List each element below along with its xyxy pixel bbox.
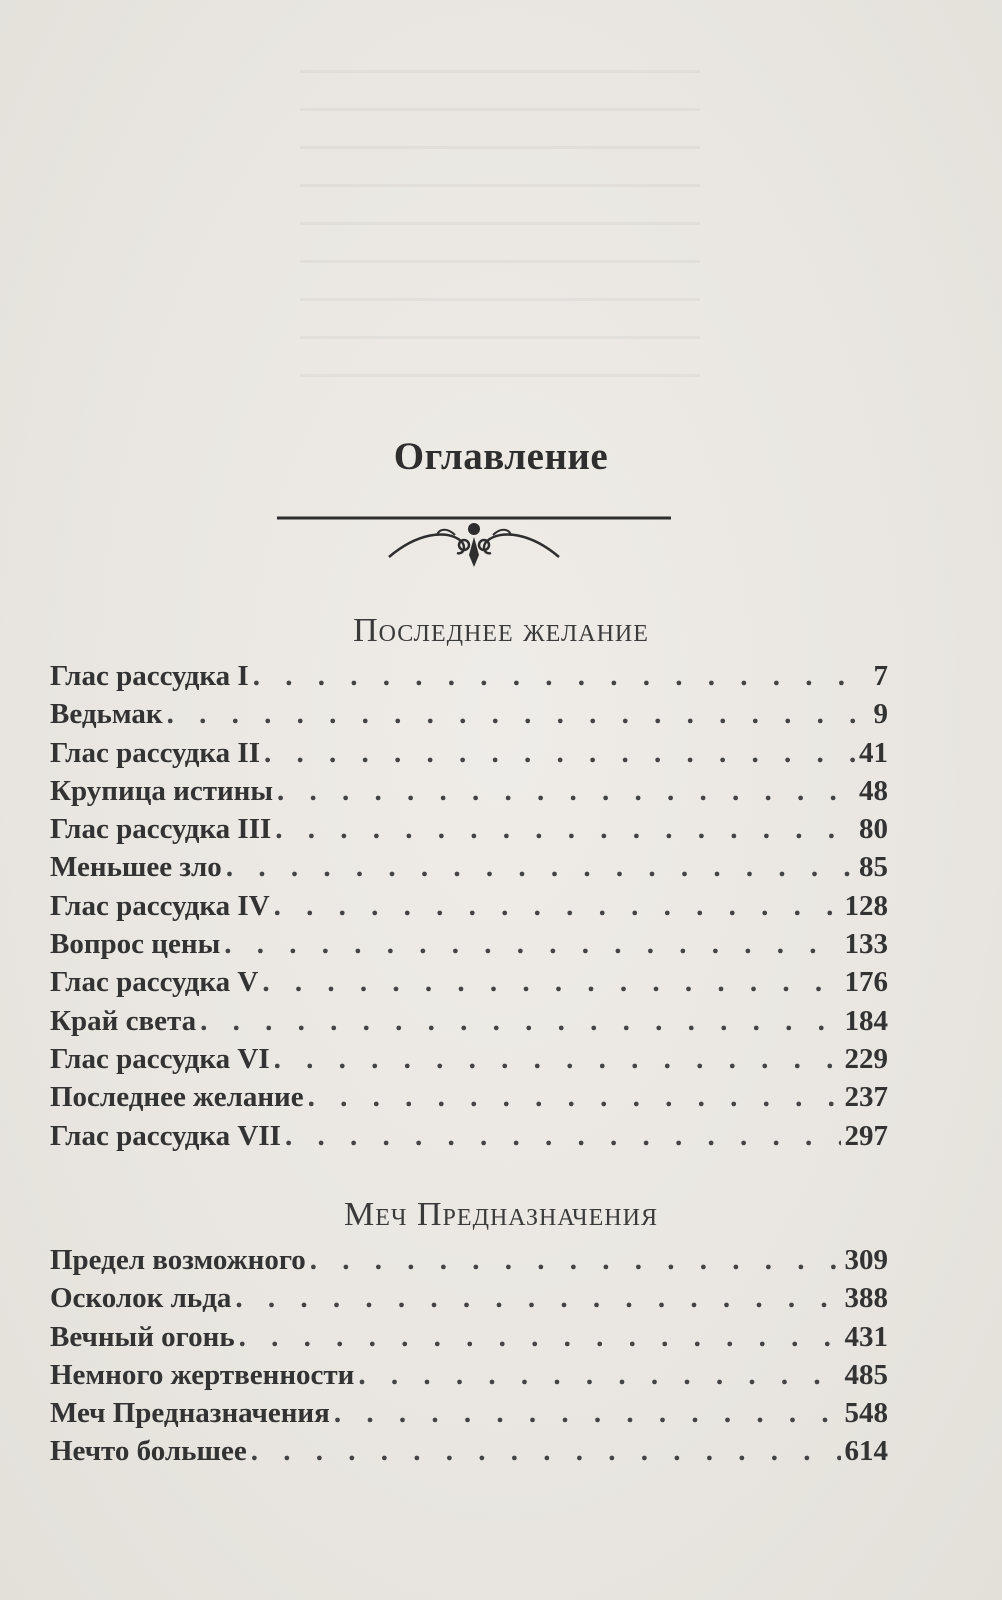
toc-entry-page: 128 <box>844 889 888 922</box>
section-heading: Последнее желание <box>353 612 649 649</box>
decorative-divider-icon <box>277 515 671 583</box>
toc-entry-page: 48 <box>859 774 888 807</box>
toc-entry-page: 41 <box>859 736 888 769</box>
toc-entry[interactable] <box>50 851 888 889</box>
toc-entry[interactable] <box>50 1120 888 1158</box>
leader-dots <box>253 660 870 693</box>
toc-entry-label: Крупица истины <box>50 774 274 807</box>
toc-entry-page: 297 <box>844 1119 888 1152</box>
toc-entry-label: Глас рассудка V <box>50 966 259 999</box>
toc-entry[interactable] <box>50 1081 888 1119</box>
toc-entry-page: 176 <box>844 966 888 999</box>
toc-entry-label: Меньшее зло <box>50 851 222 884</box>
toc-entry[interactable] <box>50 1282 888 1320</box>
toc-entry-page: 309 <box>844 1244 888 1276</box>
toc-entry-label: Ведьмак <box>50 698 163 731</box>
leader-dots <box>277 775 855 808</box>
toc-entry-label: Предел возможного <box>50 1244 306 1276</box>
toc-entry-label: Глас рассудка III <box>50 813 272 846</box>
leader-dots <box>334 1397 841 1430</box>
toc-entry-label: Глас рассудка I <box>50 660 249 692</box>
toc-entry[interactable] <box>50 1359 888 1397</box>
leader-dots <box>275 813 855 846</box>
toc-entry[interactable] <box>50 966 888 1004</box>
toc-list <box>50 1244 888 1474</box>
toc-entry-label: Вечный огонь <box>50 1320 235 1353</box>
toc-list <box>50 660 888 1158</box>
leader-dots <box>274 1043 841 1076</box>
leader-dots <box>224 928 840 961</box>
leader-dots <box>308 1081 841 1114</box>
toc-entry-label: Край света <box>50 1004 197 1037</box>
leader-dots <box>264 737 855 770</box>
toc-entry-label: Глас рассудка II <box>50 736 260 769</box>
toc-entry-label: Глас рассудка VII <box>50 1119 281 1152</box>
toc-entry-page: 614 <box>844 1435 888 1468</box>
toc-entry[interactable] <box>50 1321 888 1359</box>
toc-entry-label: Осколок льда <box>50 1282 232 1315</box>
toc-entry-page: 485 <box>844 1358 888 1391</box>
toc-entry[interactable] <box>50 1397 888 1435</box>
toc-entry[interactable] <box>50 660 888 698</box>
toc-entry-page: 237 <box>844 1081 888 1114</box>
leader-dots <box>251 1435 841 1468</box>
toc-entry-page: 80 <box>859 813 888 846</box>
toc-entry-page: 548 <box>844 1397 888 1430</box>
toc-entry[interactable] <box>50 698 888 736</box>
toc-entry-page: 388 <box>844 1282 888 1315</box>
toc-entry[interactable] <box>50 1244 888 1282</box>
toc-entry[interactable] <box>50 890 888 928</box>
toc-entry[interactable] <box>50 775 888 813</box>
toc-entry-page: 431 <box>844 1320 888 1353</box>
page-title: Оглавление <box>393 435 609 478</box>
leader-dots <box>358 1359 840 1392</box>
toc-entry-page: 229 <box>844 1042 888 1075</box>
toc-entry-label: Глас рассудка IV <box>50 889 270 922</box>
toc-entry-label: Последнее желание <box>50 1081 304 1114</box>
leader-dots <box>200 1005 840 1038</box>
bleed-through-texture <box>300 70 700 410</box>
leader-dots <box>167 698 870 731</box>
leader-dots <box>239 1321 841 1354</box>
toc-entry-label: Глас рассудка VI <box>50 1042 270 1075</box>
leader-dots <box>235 1282 840 1315</box>
toc-entry-page: 85 <box>859 851 888 884</box>
leader-dots <box>226 851 855 884</box>
toc-entry[interactable] <box>50 1005 888 1043</box>
toc-entry[interactable] <box>50 737 888 775</box>
leader-dots <box>285 1120 841 1153</box>
toc-entry-page: 184 <box>844 1004 888 1037</box>
toc-entry-label: Немного жертвенности <box>50 1358 355 1391</box>
toc-entry[interactable] <box>50 1043 888 1081</box>
toc-entry-label: Нечто большее <box>50 1435 247 1468</box>
toc-entry[interactable] <box>50 813 888 851</box>
toc-entry-page: 9 <box>873 698 888 731</box>
toc-entry-label: Вопрос цены <box>50 928 221 961</box>
toc-entry-label: Меч Предназначения <box>50 1397 330 1430</box>
toc-entry-page: 7 <box>873 660 888 692</box>
toc-entry[interactable] <box>50 1435 888 1473</box>
toc-entry[interactable] <box>50 928 888 966</box>
leader-dots <box>310 1244 841 1277</box>
section-heading: Меч Предназначения <box>344 1196 658 1233</box>
leader-dots <box>274 890 841 923</box>
leader-dots <box>262 966 840 999</box>
toc-entry-page: 133 <box>844 928 888 961</box>
